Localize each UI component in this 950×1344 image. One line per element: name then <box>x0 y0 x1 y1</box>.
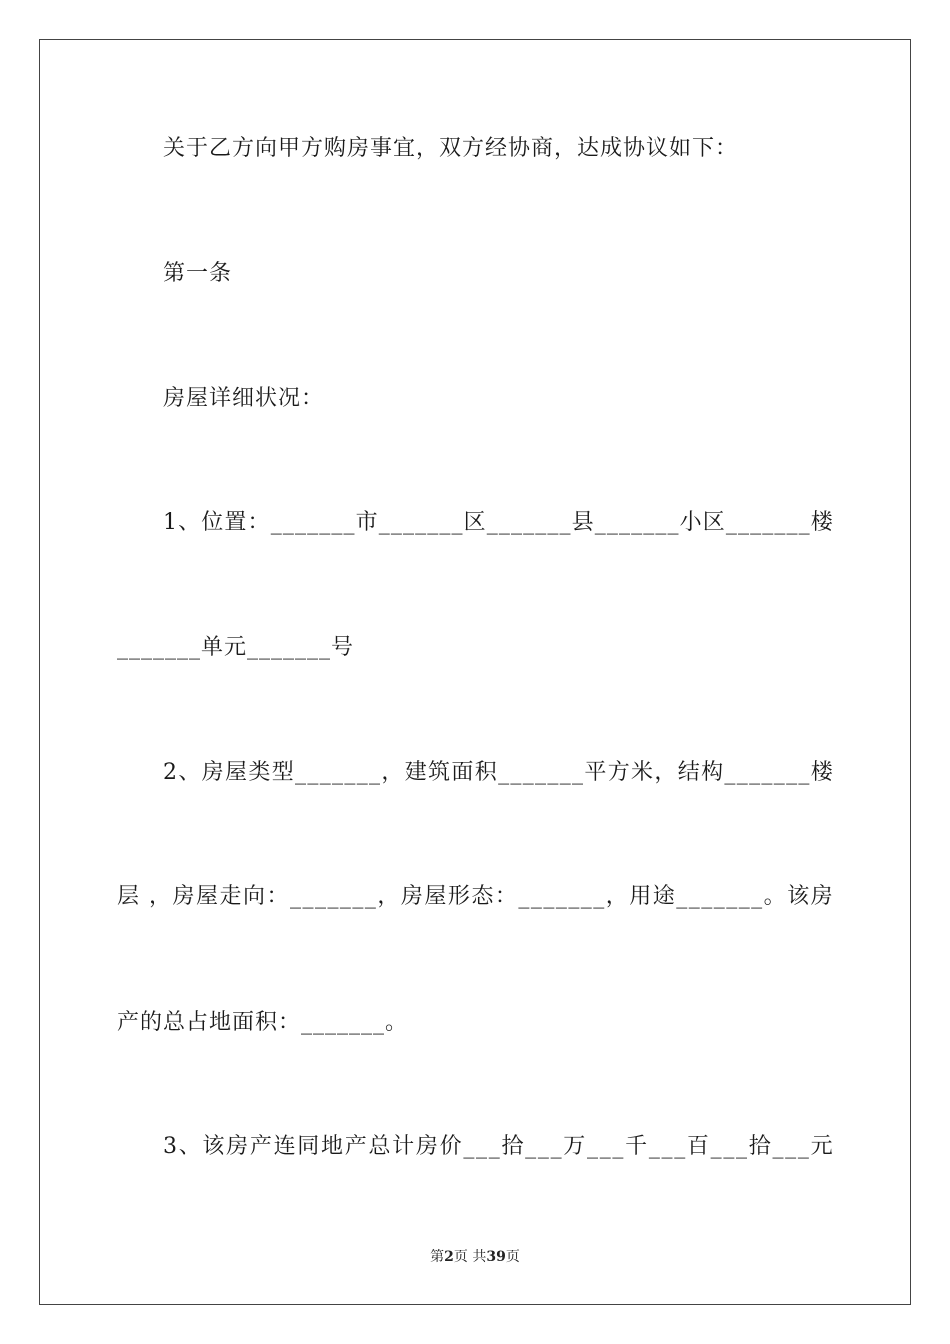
footer-total-pages: 39 <box>486 1249 506 1265</box>
intro-paragraph: 关于乙方向甲方购房事宜，双方经协商，达成协议如下： <box>163 136 739 161</box>
item1-line2: _______单元_______号 <box>117 635 355 660</box>
page-footer <box>0 1247 950 1267</box>
item1-line1: 1 、 位 置 ： _ _ _ _ _ _ _ 市 _ _ _ _ _ _ _ 区 _ _ _ _ _ _ _ 县 _ _ _ _ _ _ _ 小 区 _ _ _ _ _ _ _ 楼 <box>163 510 833 535</box>
item3-line1: 3 、 该 房 产 连 同 地 产 总 计 房 价 _ _ _ 拾 _ _ _ 万 _ _ _ 千 _ _ _ 百 _ _ _ 拾 _ _ _ 元 <box>163 1134 833 1159</box>
page-border <box>39 39 911 1305</box>
footer-page-number: 2 <box>444 1249 454 1265</box>
footer-prefix: 第 <box>430 1249 445 1265</box>
item2-line1: 2 、 房 屋 类 型 _ _ _ _ _ _ _ ， 建 筑 面 积 _ _ _ _ _ _ _ 平 方 米 ， 结 构 _ _ _ _ _ _ _ 楼 <box>163 760 833 785</box>
item2-line3: 产的总占地面积：_______。 <box>117 1010 409 1035</box>
article-heading: 第一条 <box>163 261 233 286</box>
footer-mid: 页 共 <box>453 1249 487 1265</box>
item2-line2: 层 ， 房 屋 走 向 ： _ _ _ _ _ _ _ ， 房 屋 形 态 ： _ _ _ _ _ _ _ ， 用 途 _ _ _ _ _ _ _ 。 该 房 <box>117 884 833 909</box>
house-details-heading: 房屋详细状况： <box>163 386 325 411</box>
footer-suffix: 页 <box>505 1249 520 1265</box>
